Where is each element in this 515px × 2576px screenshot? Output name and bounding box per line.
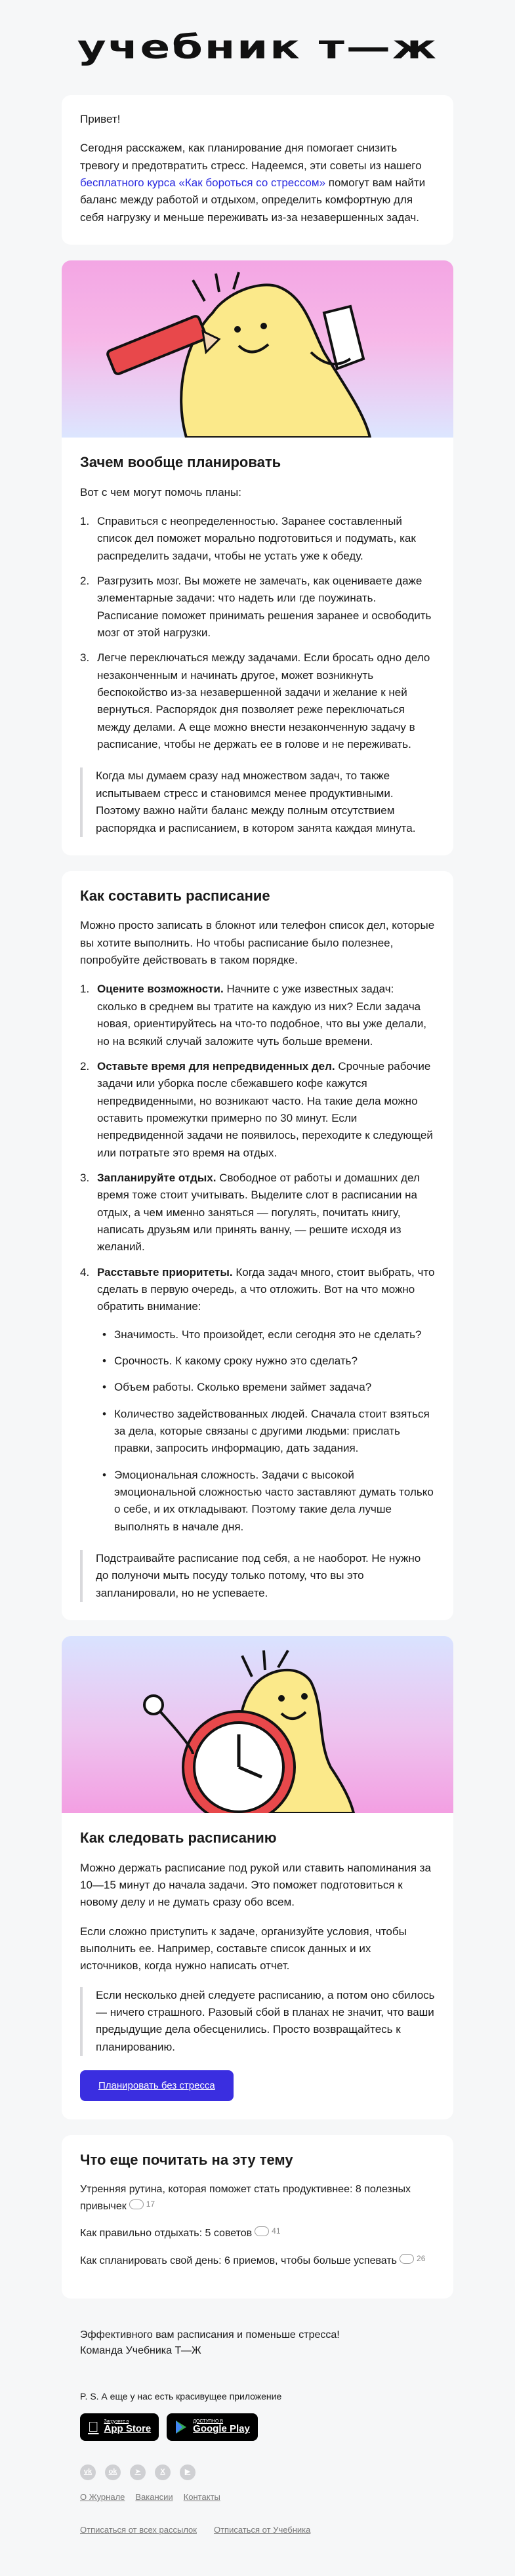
logo-text: учебник т—ж <box>77 28 438 66</box>
ok-icon[interactable]: ok <box>105 2464 121 2480</box>
article-link[interactable] <box>80 2225 435 2242</box>
logo[interactable] <box>62 0 453 95</box>
follow-paragraph-1: Можно держать расписание под рукой или ставить напоминания за 10—15 минут до начала задачи. Это поможет подготовиться к новому делу и не думать сразу обо всем. <box>80 1861 431 1909</box>
item-bold: Запланируйте отдых. <box>97 1171 216 1184</box>
google-play-big: Google Play <box>182 2423 239 2435</box>
sub-list-item: • Объем работы. Сколько времени займет задача? <box>97 1379 435 1396</box>
item-text: Когда задач много, стоит выбрать, что сделать в первую очередь, а что отложить. Вот на что можно обратить внимание: <box>97 1265 435 1313</box>
list-item: Разгрузить мозг. Вы можете не замечать, как оцениваете даже элементарные задачи: что надеть или где поужинать. Расписание поможет принимать решения заранее и освободить мозг от этой нагрузки. <box>97 575 432 640</box>
intro-paragraph <box>80 140 435 226</box>
item-text: Срочные рабочие задачи или уборка после сбежавшего кофе кажутся непредвиденными, но возникают часто. На такие дела можно оставить промежутки примерно по 30 минут. Если непредвиденной задачи не появилось, переходите к следующей или потратьте это время на отдых. <box>97 1059 433 1159</box>
list-item <box>80 1170 435 1256</box>
sub-list-item: • Количество задействованных людей. Сначала стоит взяться за дела, которые связаны с другими людьми: прислать правки, запросить информацию, дать задания. <box>97 1406 435 1458</box>
item-bold: Оцените возможности. <box>97 983 224 996</box>
how-title: Как составить расписание <box>80 887 270 904</box>
sub-list-item: • Срочность. К какому сроку нужно это сделать? <box>97 1353 435 1370</box>
greeting: Привет! <box>80 113 121 125</box>
item-text: Начните с уже известных задач: сколько в среднем вы тратите на каждую из них? Если задача новая, ориентируйтесь на что-то подобное, что вы уже делали, но на всякий случай заложите чуть больше времени. <box>97 983 426 1048</box>
ps-section <box>62 2373 453 2441</box>
article-title[interactable]: Утренняя рутина, которая поможет стать продуктивнее: 8 полезных привычек <box>80 2184 411 2212</box>
vacancies-link[interactable]: Вакансии <box>135 2491 173 2502</box>
why-quote: Когда мы думаем сразу над множеством задач, то также испытываем стресс и становимся менее продуктивными. Поэтому важно найти баланс между полным отсутствием распорядка и расписанием, в котором занята каждая минута. <box>80 767 435 836</box>
google-play-icon <box>175 2420 188 2434</box>
item-bold: Оставьте время для непредвиденных дел. <box>97 1059 335 1073</box>
article-title[interactable]: Как спланировать свой день: 6 приемов, чтобы больше успевать <box>80 2255 398 2266</box>
hero-illustration-2 <box>62 1636 453 1813</box>
comment-count <box>400 2253 425 2265</box>
article-title[interactable]: Как правильно отдыхать: 5 советов <box>80 2228 253 2239</box>
item-text: Свободное от работы и домашних дел время тоже стоит учитывать. Выделите слот в расписании на отдых, а чем именно заняться — погулять, почитать книгу, написать друзьям или принять ванну, — решите исходя из желаний. <box>97 1171 420 1254</box>
comment-count <box>255 2225 280 2238</box>
contacts-link[interactable]: Контакты <box>183 2491 220 2502</box>
comment-count-value: 17 <box>146 2199 155 2209</box>
more-card <box>62 2135 453 2298</box>
comment-count-value: 26 <box>417 2253 426 2263</box>
signoff <box>62 2314 453 2373</box>
footer-links <box>62 2491 453 2504</box>
apple-icon <box>88 2416 99 2438</box>
list-item: Справиться с неопределенностью. Заранее составленный список дел поможет морально подготовиться и подумать, как распределить задачи, чтобы не устать уже к обеду. <box>97 515 416 562</box>
follow-quote: Если несколько дней следуете расписанию, а потом оно сбилось — ничего страшного. Разовый сбой в планах не значит, что ваши предыдущие дела обесценились. Просто возвращайтесь к планированию. <box>80 1987 435 2056</box>
intro-card <box>62 95 453 245</box>
store-badges <box>80 2413 435 2441</box>
intro-text-start: Сегодня расскажем, как планирование дня помогает снизить тревогу и предотвратить стресс. Надеемся, эти советы из нашего <box>80 142 422 172</box>
follow-card <box>62 1636 453 2119</box>
how-lead: Можно просто записать в блокнот или телефон список дел, которые вы хотите выполнить. Но чтобы расписание было полезнее, попробуйте действовать в таком порядке. <box>80 919 435 967</box>
more-title: Что еще почитать на эту тему <box>80 2152 293 2169</box>
comment-icon <box>129 2199 144 2209</box>
unsubscribe-all-link[interactable]: Отписаться от всех рассылок <box>80 2525 197 2535</box>
comment-count-value: 41 <box>272 2226 281 2236</box>
about-link[interactable]: О Журнале <box>80 2491 125 2502</box>
signoff-line-1: Эффективного вам расписания и поменьше стресса! <box>80 2329 340 2341</box>
app-store-small: Загрузите в <box>93 2419 118 2424</box>
item-bold: Расставьте приоритеты. <box>97 1265 233 1278</box>
how-card <box>62 871 453 1620</box>
priority-list <box>97 1326 435 1536</box>
list-item: Легче переключаться между задачами. Если бросать одно дело незаконченным и начинать другое, может возникнуть беспокойство из-за незавершенной задачи и желание к ней вернуться. Распорядок дня позволяет реже переключаться между делами. А еще можно внести незаконченную задачу в расписание, чтобы не держать ее в голове и не переживать. <box>97 651 430 751</box>
why-title: Зачем вообще планировать <box>80 454 281 471</box>
google-play-small: ДОСТУПНО В <box>182 2419 213 2424</box>
list-item <box>80 1058 435 1162</box>
social-links <box>62 2441 453 2491</box>
how-list <box>80 981 435 1536</box>
hero-illustration-1 <box>62 260 453 438</box>
follow-paragraph-2: Если сложно приступить к задаче, организуйте условия, чтобы выполнить ее. Например, составьте список данных и их источников, когда нужно написать отчет. <box>80 1925 407 1973</box>
google-play-button[interactable] <box>167 2413 258 2441</box>
why-list <box>80 513 435 753</box>
sub-list-item: • Значимость. Что произойдет, если сегодня это не сделать? <box>97 1326 435 1343</box>
comment-count <box>129 2198 155 2211</box>
follow-title: Как следовать расписанию <box>80 1830 277 1847</box>
comment-icon <box>400 2254 414 2264</box>
ps-text: P. S. А еще у нас есть красивущее приложение <box>80 2391 282 2402</box>
signoff-line-2: Команда Учебника Т—Ж <box>80 2345 201 2357</box>
character-clock-illustration <box>62 1636 453 1813</box>
course-link[interactable]: бесплатного курса «Как бороться со стрессом» <box>80 176 326 190</box>
why-card <box>62 260 453 855</box>
list-item <box>80 981 435 1050</box>
youtube-icon[interactable]: ▶ <box>180 2464 196 2480</box>
list-item <box>80 1264 435 1536</box>
app-store-big: App Store <box>93 2423 140 2435</box>
sub-list-item: • Эмоциональная сложность. Задачи с высокой эмоциональной сложностью часто заставляют думать только о себе, и их откладывают. Поэтому такие дела лучше выполнять в начале дня. <box>97 1467 435 1536</box>
unsubscribe-this-link[interactable]: Отписаться от Учебника <box>213 2525 311 2535</box>
why-lead: Вот с чем могут помочь планы: <box>80 485 242 499</box>
comment-icon <box>255 2226 269 2236</box>
app-store-button[interactable] <box>80 2413 159 2441</box>
unsubscribe-links <box>62 2504 453 2576</box>
article-link[interactable] <box>80 2253 435 2270</box>
article-link[interactable] <box>80 2182 435 2215</box>
character-notes-illustration <box>62 260 453 438</box>
vk-icon[interactable]: vk <box>80 2464 96 2480</box>
plan-without-stress-button[interactable]: Планировать без стресса <box>80 2070 234 2101</box>
telegram-icon[interactable]: ➤ <box>130 2464 146 2480</box>
how-quote: Подстраивайте расписание под себя, а не наоборот. Не нужно до полуночи мыть посуду только потому, что вы это запланировали, но не успеваете. <box>80 1550 435 1602</box>
x-icon[interactable]: X <box>155 2464 171 2480</box>
intro-text-end: помогут вам найти баланс между работой и отдыхом, определить комфортную для себя нагрузку и меньше переживать из-за незавершенных задач. <box>80 176 426 224</box>
